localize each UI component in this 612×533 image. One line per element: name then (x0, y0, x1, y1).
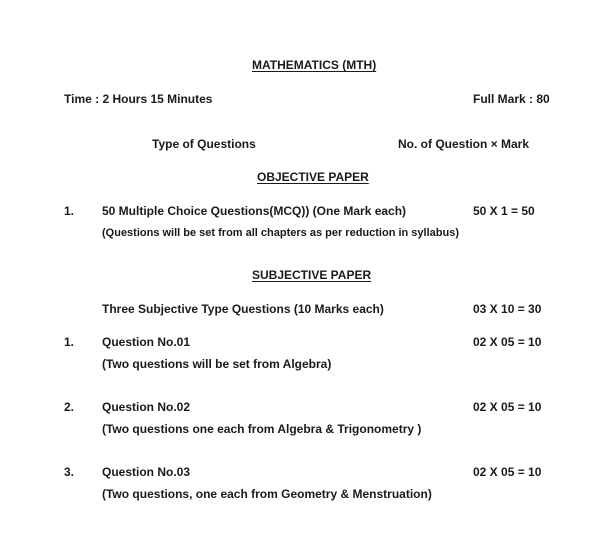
intro-marks: 03 X 10 = 30 (473, 302, 542, 316)
item-text: 50 Multiple Choice Questions(MCQ)) (One Mark each) (102, 204, 407, 218)
question-marks: 02 X 05 = 10 (473, 400, 542, 414)
question-number: 3. (64, 465, 75, 479)
question-number: 1. (64, 335, 75, 349)
question-label: Question No.03 (102, 465, 191, 479)
question-label: Question No.02 (102, 400, 191, 414)
item-marks: 50 X 1 = 50 (473, 204, 535, 218)
question-number: 2. (64, 400, 75, 414)
question-label: Question No.01 (102, 335, 191, 349)
item-note: (Questions will be set from all chapters as per reduction in syllabus) (102, 227, 459, 239)
objective-paper-heading: OBJECTIVE PAPER (257, 170, 369, 184)
question-mark-header: No. of Question × Mark (398, 137, 530, 151)
page-title: MATHEMATICS (MTH) (252, 58, 377, 72)
full-mark-label: Full Mark : 80 (473, 92, 550, 106)
type-of-questions-header: Type of Questions (152, 137, 256, 151)
subjective-paper-heading: SUBJECTIVE PAPER (252, 268, 372, 282)
question-note: (Two questions will be set from Algebra) (102, 357, 332, 371)
question-marks: 02 X 05 = 10 (473, 465, 542, 479)
item-number: 1. (64, 204, 75, 218)
question-note: (Two questions, one each from Geometry & Menstruation) (102, 487, 432, 501)
question-marks: 02 X 05 = 10 (473, 335, 542, 349)
intro-text: Three Subjective Type Questions (10 Marks each) (102, 302, 384, 316)
question-note: (Two questions one each from Algebra & Trigonometry ) (102, 422, 422, 436)
time-label: Time : 2 Hours 15 Minutes (64, 92, 213, 106)
